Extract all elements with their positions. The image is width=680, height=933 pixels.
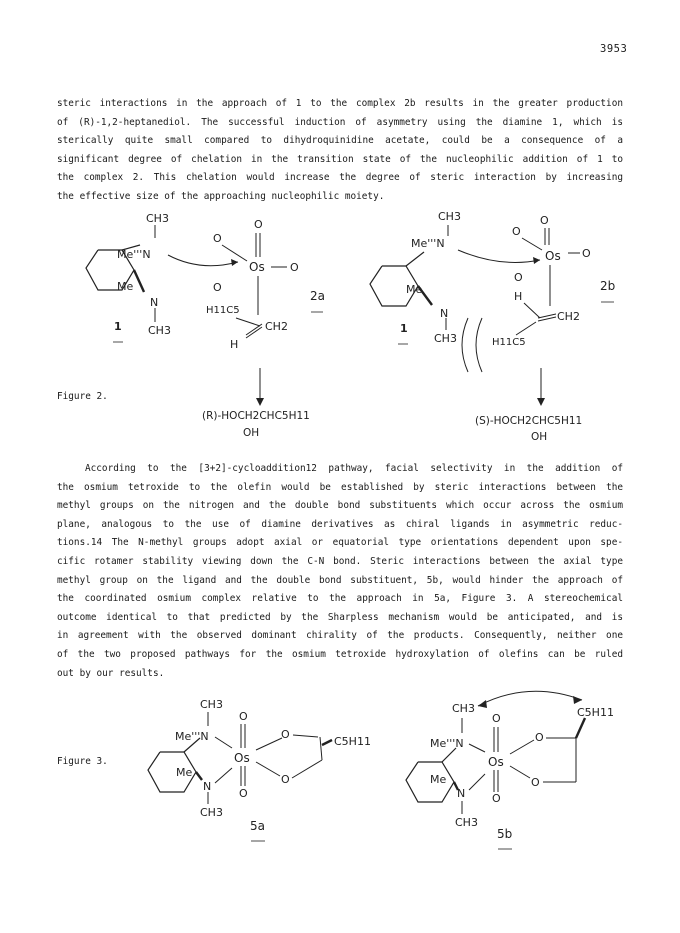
o-label: O xyxy=(281,773,290,786)
o-label: O xyxy=(540,214,549,227)
ch3-label: CH3 xyxy=(434,332,457,345)
me-n-label: Me'''N xyxy=(175,730,209,743)
structure-bond xyxy=(292,760,322,778)
o-label: O xyxy=(492,792,501,805)
ch3-label: CH3 xyxy=(455,816,478,829)
text-line: methyl groups on the nitrogen and the double bond substituents which occur across the osmium xyxy=(57,500,623,512)
n-label: N xyxy=(150,296,159,309)
ch3-label: CH3 xyxy=(200,806,223,819)
structure-bond xyxy=(442,748,456,762)
structure-bond xyxy=(469,744,485,752)
os-label: Os xyxy=(545,249,561,263)
figure-3-label: Figure 3. xyxy=(57,756,108,767)
c5h11-label: C5H11 xyxy=(577,706,614,719)
h-label: H xyxy=(230,338,239,351)
structure-bond xyxy=(510,766,530,778)
os-label: Os xyxy=(249,260,265,274)
n-label: N xyxy=(203,780,212,793)
compound-number: 1 xyxy=(114,320,122,333)
structure-bond xyxy=(478,700,487,708)
compound-label: 5a xyxy=(250,819,265,833)
text-line: the osmium tetroxide to the olefin would be established by steric interactions between the xyxy=(57,481,623,493)
n-label: N xyxy=(457,787,466,800)
structure-bond xyxy=(510,740,534,754)
me-label: Me xyxy=(430,773,447,786)
text-line: sterically quite small compared to dihydroquinidine acetate, could be a consequence of a xyxy=(57,135,623,147)
o-label: O xyxy=(239,787,248,800)
product-label: (S)-HOCH2CHC5H11 xyxy=(475,415,583,427)
text-line: According to the [3+2]-cycloaddition12 pathway, facial selectivity in the addition of xyxy=(85,463,623,474)
product-oh: OH xyxy=(531,431,548,443)
text-line: significant degree of chelation in the transition state of the nucleophilic addition of 1 to xyxy=(57,153,623,165)
os-label: Os xyxy=(488,755,504,769)
text-line: steric interactions in the approach of 1 to the complex 2b results in the greater production xyxy=(57,98,623,109)
text-line: out by our results. xyxy=(57,667,165,679)
text-line: the coordinated osmium complex relative to the approach in 5a, Figure 3. A stereochemical xyxy=(57,593,623,605)
complex-label: 2a xyxy=(310,289,325,303)
structure-bond xyxy=(573,696,582,704)
structure-bond xyxy=(320,737,322,760)
me-label: Me xyxy=(117,280,134,293)
h11c5-label: H11C5 xyxy=(492,337,526,348)
compound-number: 1 xyxy=(400,322,408,335)
o-label: O xyxy=(531,776,540,789)
me-label: Me xyxy=(406,283,423,296)
o-label: O xyxy=(512,225,521,238)
structure-bond xyxy=(322,740,332,745)
structure-bond xyxy=(469,774,485,790)
ch3-label: CH3 xyxy=(452,702,475,715)
me-n-label: Me'''N xyxy=(430,737,464,750)
structure-bond xyxy=(256,738,282,750)
me-label: Me xyxy=(176,766,193,779)
structure-bond xyxy=(215,768,232,783)
structure-bond xyxy=(576,718,585,738)
c5h11-label: C5H11 xyxy=(334,735,371,748)
steric-interaction-arrow xyxy=(478,691,582,706)
text-line: outcome identical to that predicted by the Sharpless mechanism would be anticipated, and is xyxy=(57,611,623,623)
structure-bond xyxy=(215,737,232,748)
compound-label: 5b xyxy=(497,827,513,841)
o-label: O xyxy=(582,247,591,260)
ch2-label: CH2 xyxy=(265,320,288,333)
ch3-label: CH3 xyxy=(146,212,169,225)
ch3-label: CH3 xyxy=(200,698,223,711)
o-label: O xyxy=(213,232,222,245)
o-label: O xyxy=(290,261,299,274)
complex-label: 2b xyxy=(600,279,616,293)
o-label: O xyxy=(239,710,248,723)
text-line: tions.14 The N-methyl groups adopt axial or equatorial type orientations dependent upon spe- xyxy=(57,537,623,549)
text-line: plane, analogous to the use of diamine derivatives as chiral ligands in asymmetric reduc- xyxy=(57,518,623,530)
text-line: of the two proposed pathways for the osmium tetroxide hydroxylation of olefins can be ruled xyxy=(57,648,623,660)
text-line: the effective size of the approaching nucleophilic moiety. xyxy=(57,190,385,202)
structure-bond xyxy=(293,735,318,737)
structure-bond xyxy=(196,772,202,780)
o-label: O xyxy=(492,712,501,725)
h-label: H xyxy=(514,290,523,303)
ch2-label: CH2 xyxy=(557,310,580,323)
h11c5-label: H11C5 xyxy=(206,305,240,316)
text-line: in agreement with the observed dominant chirality of the products. Consequently, neither one xyxy=(57,630,623,642)
text-line: of (R)-1,2-heptanediol. The successful induction of asymmetry using the diamine 1, which is xyxy=(57,116,623,128)
os-label: Os xyxy=(234,751,250,765)
o-label: O xyxy=(254,218,263,231)
o-label: O xyxy=(535,731,544,744)
o-label: O xyxy=(281,728,290,741)
ch3-label: CH3 xyxy=(438,210,461,223)
text-line: the complex 2. This chelation would increase the degree of steric interaction by increasing xyxy=(57,172,623,184)
o-label: O xyxy=(213,281,222,294)
product-label: (R)-HOCH2CHC5H11 xyxy=(202,410,310,422)
text-line: methyl group on the ligand and the double bond substituent, 5b, would hinder the approach of xyxy=(57,574,623,586)
me-n-label: Me'''N xyxy=(411,237,445,250)
product-oh: OH xyxy=(243,427,260,439)
o-label: O xyxy=(514,271,523,284)
n-label: N xyxy=(440,307,449,320)
structure-bond xyxy=(256,762,280,776)
figure-2-label: Figure 2. xyxy=(57,391,108,402)
page-number: 3953 xyxy=(600,43,628,55)
me-n-label: Me'''N xyxy=(117,248,151,261)
ch3-label: CH3 xyxy=(148,324,171,337)
text-line: cific rotamer stability viewing down the C-N bond. Steric interactions between the axial type xyxy=(57,555,623,567)
